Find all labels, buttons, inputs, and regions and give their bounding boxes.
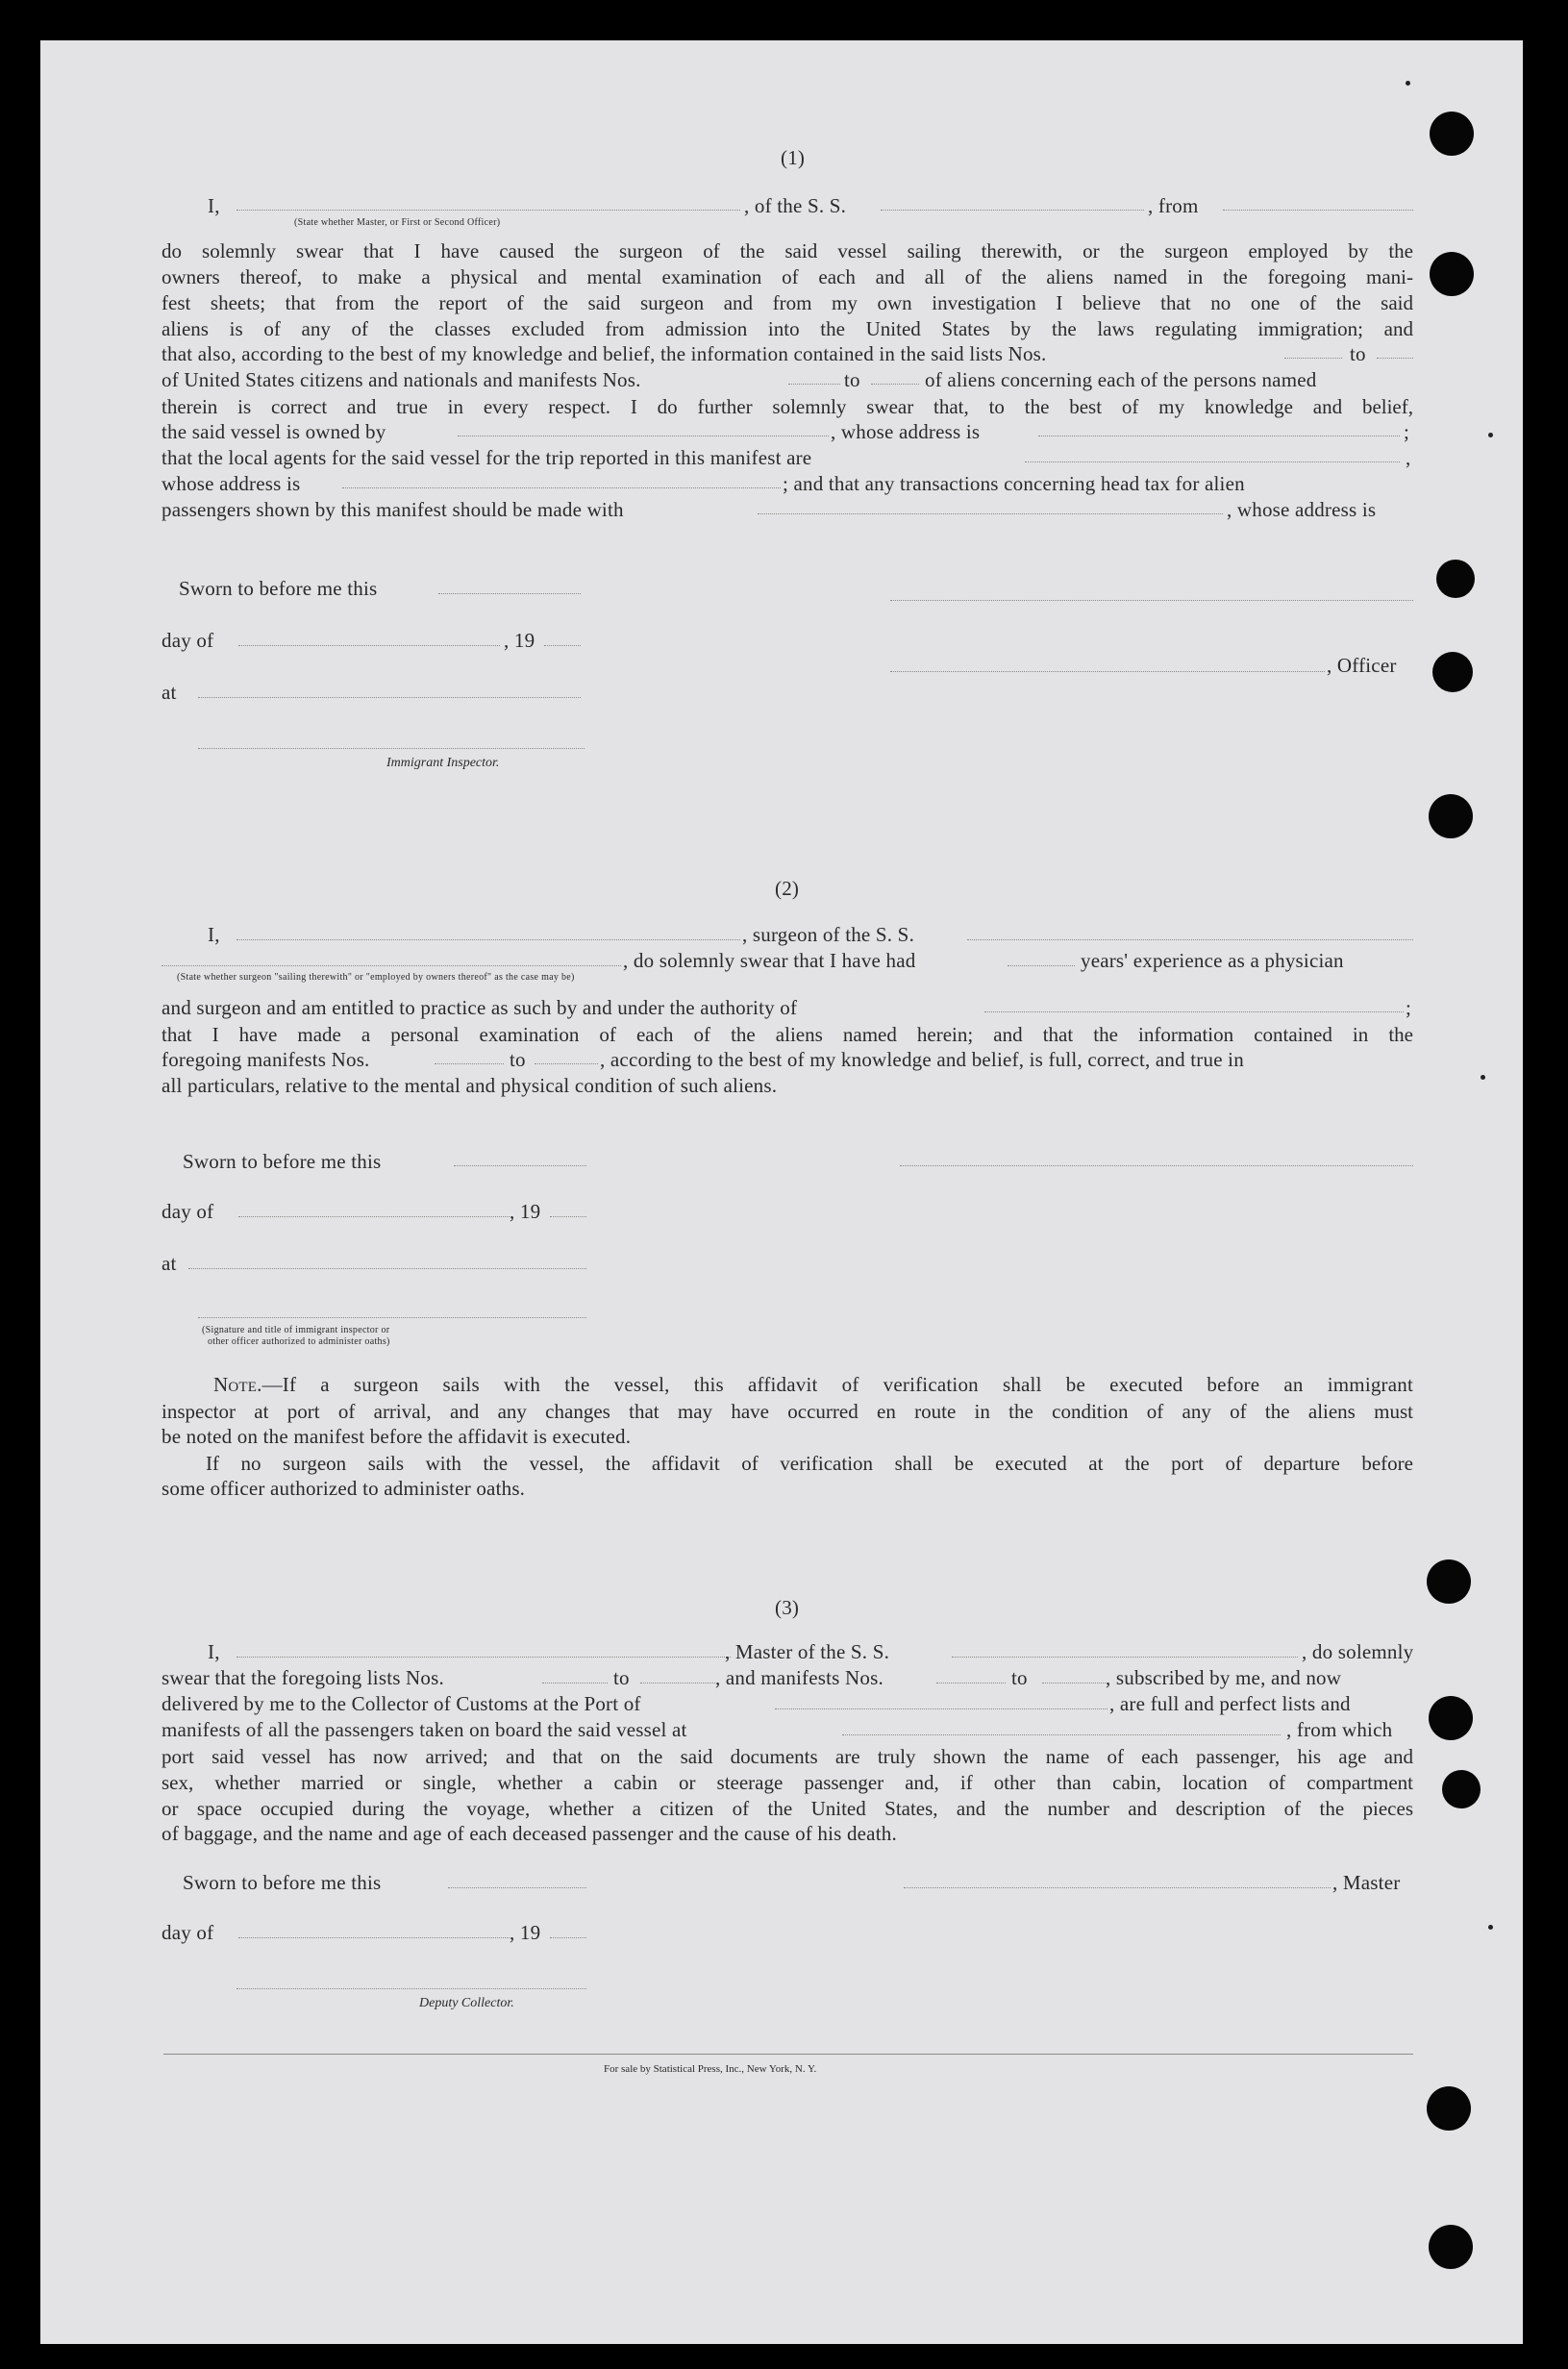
note-paragraph-b [206, 1451, 1413, 1477]
punch-hole [1429, 1696, 1473, 1740]
speck [1481, 1075, 1485, 1080]
s1-manifests-to [871, 384, 919, 385]
s1-at-line [198, 697, 581, 698]
s1-of-ss-label: , of the S. S. [744, 194, 847, 217]
s3-do-solemnly: , do solemnly [1302, 1640, 1414, 1663]
punch-hole [1442, 1770, 1481, 1808]
s1-officer-sign-line [890, 671, 1325, 672]
s1-i-label: I, [208, 194, 220, 217]
s2-i-label: I, [208, 923, 220, 946]
s1-state-note: (State whether Master, or First or Second Officer) [294, 217, 501, 228]
footer-rule [163, 2054, 1413, 2055]
s1-paragraph-b [162, 394, 1413, 420]
s2-sworn: Sworn to before me this [183, 1150, 382, 1173]
s2-year-line [550, 1216, 586, 1217]
s1-comma: , [1406, 446, 1411, 469]
s1-officer: , Officer [1327, 654, 1397, 677]
s2-ss-line [967, 939, 1413, 940]
s2-name-line [236, 939, 740, 940]
s1-agents-line: that the local agents for the said vessel for the trip reported in this manifest are [162, 446, 812, 469]
s2-day-line [238, 1216, 510, 1217]
s3-subscribed: , subscribed by me, and now [1106, 1666, 1342, 1689]
s1-agents-fill [1025, 461, 1400, 462]
s3-deputy: Deputy Collector. [419, 1996, 514, 2010]
s1-whose-address-is: , whose address is [1227, 498, 1377, 521]
s1-semicolon: ; [1404, 420, 1410, 443]
s3-ss-line [952, 1657, 1298, 1658]
note-paragraph [162, 1399, 1413, 1425]
s2-year: , 19 [510, 1200, 541, 1223]
s1-manifests-from [788, 384, 840, 385]
s1-to-2: to [844, 368, 860, 391]
s3-port-line [775, 1708, 1108, 1709]
s3-year: , 19 [510, 1921, 541, 1944]
note-line: If no surgeon sails with the vessel, the affidavit of verification shall be executed at the port of departure before [206, 1452, 1413, 1475]
s2-at-line [188, 1268, 586, 1269]
note-line-3: be noted on the manifest before the affidavit is executed. [162, 1425, 632, 1448]
s3-name-line [236, 1657, 731, 1658]
s3-swear-lists: swear that the foregoing lists Nos. [162, 1666, 444, 1689]
punch-hole [1432, 652, 1473, 692]
s3-line: sex, whether married or single, whether a cabin or steerage passenger and, if other than cabin, location of compartment [162, 1771, 1413, 1794]
speck [1488, 433, 1493, 437]
s3-sworn-line [448, 1887, 586, 1888]
section-1-number: (1) [781, 146, 806, 169]
s1-lists-to [1377, 358, 1413, 359]
s3-line: port said vessel has now arrived; and that on the said documents are truly shown the name of each passenger, his age and [162, 1745, 1413, 1768]
punch-hole [1429, 2225, 1473, 2269]
s3-sworn: Sworn to before me this [183, 1871, 382, 1894]
section-3-number: (3) [775, 1596, 800, 1619]
s1-of-aliens: of aliens concerning each of the persons named [925, 368, 1317, 391]
s1-line: fest sheets; that from the report of the said surgeon and from my own investigation I believe that no one of the said [162, 291, 1413, 314]
section-2-number: (2) [775, 877, 800, 900]
s2-state-note: (State whether surgeon "sailing therewith" or "employed by owners thereof" as the case may be) [177, 972, 575, 983]
note-text-1: —If a surgeon sails with the vessel, this affidavit of verification shall be executed before an immigrant [261, 1373, 1413, 1396]
punch-hole [1430, 252, 1474, 296]
note-label: Note. [213, 1373, 262, 1396]
s2-sig-note-2: other officer authorized to administer oaths) [208, 1336, 390, 1347]
s2-paragraph [162, 1022, 1413, 1048]
speck [1406, 81, 1410, 86]
s2-sig-note-1: (Signature and title of immigrant inspector or [202, 1325, 390, 1335]
s3-master: , Master [1332, 1871, 1401, 1894]
s1-from-line [1223, 210, 1413, 211]
s3-collector-line [236, 1988, 586, 1989]
s3-full-perfect: , are full and perfect lists and [1109, 1692, 1351, 1715]
s1-line: owners thereof, to make a physical and mental examination of each and all of the aliens named in the foregoing mani- [162, 265, 1413, 288]
s2-semicolon: ; [1406, 996, 1412, 1019]
footer-text: For sale by Statistical Press, Inc., New York, N. Y. [604, 2063, 817, 2075]
s2-state-line [162, 965, 621, 966]
s2-at: at [162, 1252, 177, 1275]
note-line-1 [213, 1373, 1413, 1397]
s1-head-tax: ; and that any transactions concerning head tax for alien [783, 472, 1245, 495]
note-line-5: some officer authorized to administer oaths. [162, 1477, 526, 1500]
s3-master-sign-line [904, 1887, 1331, 1888]
s1-day-line [238, 645, 500, 646]
s3-day-of: day of [162, 1921, 214, 1944]
s3-to-2: to [1011, 1666, 1028, 1689]
punch-hole [1436, 560, 1475, 598]
s2-nos-to [535, 1063, 598, 1064]
s1-agent-address-line [342, 487, 781, 488]
s3-taken-at-line [842, 1734, 1281, 1735]
s3-manifests-all: manifests of all the passengers taken on board the said vessel at [162, 1718, 687, 1741]
punch-hole [1429, 794, 1473, 838]
s1-transactions-fill [758, 513, 1223, 514]
s2-sworn-line [454, 1165, 586, 1166]
punch-hole [1427, 1559, 1471, 1604]
s1-signature-line [890, 600, 1413, 601]
s1-whose-address: , whose address is [831, 420, 981, 443]
s3-paragraph [162, 1744, 1413, 1822]
s1-from-label: , from [1148, 194, 1199, 217]
s1-inspector: Immigrant Inspector. [386, 756, 500, 770]
s3-master-of: , Master of the S. S. [725, 1640, 890, 1663]
s1-year-line [544, 645, 581, 646]
s1-year: , 19 [504, 629, 535, 652]
note-line: inspector at port of arrival, and any changes that may have occurred en route in the condition of any of the aliens must [162, 1400, 1413, 1423]
s3-year-line [550, 1937, 586, 1938]
s3-day-line [238, 1937, 510, 1938]
s2-surgeon-of: , surgeon of the S. S. [742, 923, 915, 946]
s3-and-manifests: , and manifests Nos. [715, 1666, 884, 1689]
s3-line: or space occupied during the voyage, whether a citizen of the United States, and the number and description of the pieces [162, 1797, 1413, 1820]
s2-nos-from [435, 1063, 504, 1064]
speck [1488, 1925, 1493, 1930]
s1-line: therein is correct and true in every respect. I do further solemnly swear that, to the best of my knowledge and belief, [162, 395, 1413, 418]
s1-sworn-line [438, 593, 581, 594]
s1-paragraph [162, 238, 1413, 342]
s3-i-label: I, [208, 1640, 220, 1663]
s1-line: aliens is of any of the classes excluded from admission into the United States by the laws regulating immigration; and [162, 317, 1413, 340]
s2-line-5a: foregoing manifests Nos. [162, 1048, 370, 1071]
s1-owned-by: the said vessel is owned by [162, 420, 386, 443]
s1-passengers-line: passengers shown by this manifest should be made with [162, 498, 624, 521]
s2-line: that I have made a personal examination of each of the aliens named herein; and that the information contained in the [162, 1023, 1413, 1046]
s3-to-1: to [613, 1666, 630, 1689]
s2-signature-line [900, 1165, 1413, 1166]
punch-hole [1430, 112, 1474, 156]
s1-citizens-line: of United States citizens and nationals and manifests Nos. [162, 368, 641, 391]
s2-sig-line [198, 1317, 586, 1318]
s2-day-of: day of [162, 1200, 214, 1223]
punch-hole [1427, 2086, 1471, 2131]
s1-at: at [162, 681, 177, 704]
s1-whose-address-label: whose address is [162, 472, 301, 495]
s1-officer-line [236, 210, 740, 211]
s3-from-which: , from which [1286, 1718, 1393, 1741]
s3-line-8: of baggage, and the name and age of each deceased passenger and the cause of his death. [162, 1822, 897, 1845]
s2-years: years' experience as a physician [1081, 949, 1344, 972]
s2-line-3: and surgeon and am entitled to practice as such by and under the authority of [162, 996, 798, 1019]
s2-line-5c: , according to the best of my knowledge and belief, is full, correct, and true in [600, 1048, 1244, 1071]
s3-delivered: delivered by me to the Collector of Customs at the Port of [162, 1692, 641, 1715]
s1-line: do solemnly swear that I have caused the surgeon of the said vessel sailing therewith, or the surgeon employed by the [162, 239, 1413, 262]
s2-years-line [1008, 965, 1075, 966]
s1-ss-line [881, 210, 1144, 211]
s1-inspector-line [198, 748, 585, 749]
s1-to-1: to [1350, 342, 1366, 365]
s1-sworn: Sworn to before me this [179, 577, 378, 600]
s2-line-6: all particulars, relative to the mental and physical condition of such aliens. [162, 1074, 778, 1097]
s2-line-5b: to [510, 1048, 526, 1071]
s1-lists-from [1284, 358, 1342, 359]
s2-solemnly: , do solemnly swear that I have had [623, 949, 916, 972]
s1-lists-line: that also, according to the best of my knowledge and belief, the information contained in the said lists Nos. [162, 342, 1047, 365]
s1-day-of: day of [162, 629, 214, 652]
s2-authority-line [984, 1011, 1404, 1012]
